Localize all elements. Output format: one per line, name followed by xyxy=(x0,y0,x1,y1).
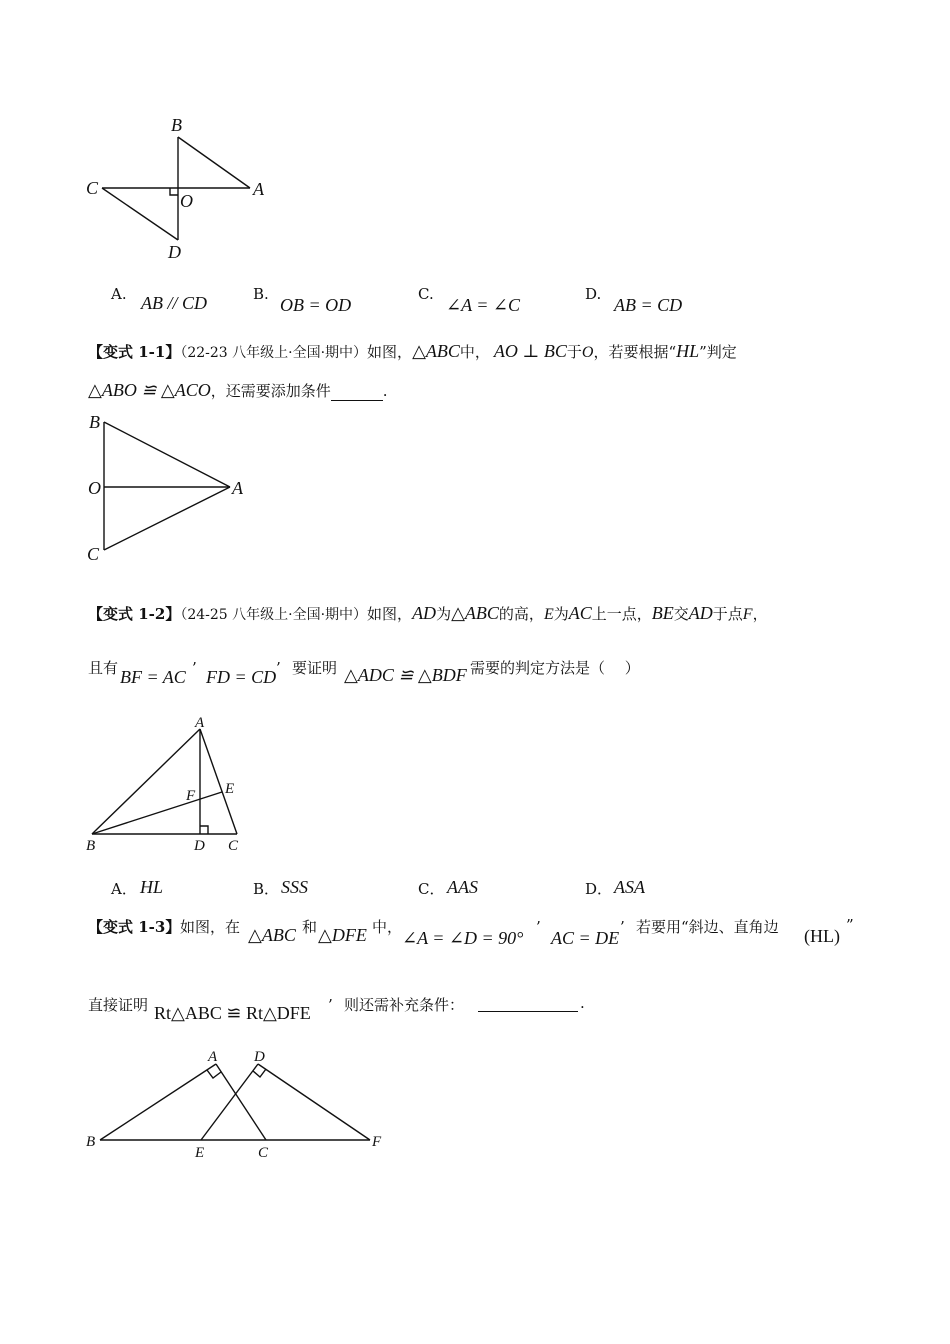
label-b: B xyxy=(86,1134,96,1150)
text: 的高， xyxy=(498,605,544,623)
answer-blank[interactable] xyxy=(331,381,383,401)
option-b-label: B. xyxy=(253,285,269,303)
right-angle-mark xyxy=(200,826,208,834)
math-ao-perp-bc: AO ⊥ BC xyxy=(493,341,567,361)
label-a: A xyxy=(208,1049,218,1065)
text: 和 xyxy=(302,918,318,936)
text: 则还需补充条件： xyxy=(344,996,465,1014)
math-tri-dfe: △DFE xyxy=(318,925,367,945)
option-c-value: ∠A = ∠C xyxy=(446,295,520,315)
figure-4-diagram xyxy=(80,1040,400,1165)
label-f: F xyxy=(372,1134,382,1150)
text: ’ xyxy=(192,659,197,677)
option-b-value: SSS xyxy=(281,877,308,897)
option-d-label: D． xyxy=(585,880,613,898)
label-o: O xyxy=(88,478,101,498)
text: 且有 xyxy=(88,659,119,677)
option-b-value: OB = OD xyxy=(280,295,352,315)
math-tri-abc: △ABC xyxy=(412,341,460,361)
text: . xyxy=(580,994,585,1012)
math-ac-eq-de: AC = DE xyxy=(551,928,620,948)
option-c-value: AAS xyxy=(447,877,478,897)
option-c-label: C． xyxy=(418,880,445,898)
math-point-o: O xyxy=(581,344,594,361)
math-ac: AC xyxy=(568,603,592,623)
option-a-label: A. xyxy=(111,285,127,303)
text: 交 xyxy=(673,605,689,623)
variant-1-3-tag: 【变式 1-3】 xyxy=(88,918,181,936)
text: 若要用“斜边、直角边 xyxy=(636,918,779,936)
segment-df xyxy=(258,1064,370,1140)
segment-de xyxy=(201,1064,258,1140)
option-a-value: AB // CD xyxy=(141,293,207,313)
segment-ca xyxy=(104,487,230,550)
segment-ba xyxy=(100,1064,216,1140)
option-d-value: AB = CD xyxy=(614,295,683,315)
variant-1-1-tag: 【变式 1-1】 xyxy=(88,343,181,361)
text: 如图， xyxy=(367,605,413,623)
text: 中， xyxy=(372,918,403,936)
math-tri-abc: △ABC xyxy=(451,603,499,623)
label-b: B xyxy=(89,412,100,432)
math-bf-eq-ac: BF = AC xyxy=(120,667,186,687)
label-c: C xyxy=(86,178,99,198)
text: 要证明 xyxy=(292,659,338,677)
math-be: BE xyxy=(651,603,674,623)
math-hl: HL xyxy=(676,341,700,361)
variant-1-2-source: （24-25 八年级上·全国·期中） xyxy=(180,607,368,623)
math-congruence: △ADC ≌ △BDF xyxy=(344,665,467,685)
text: ， xyxy=(752,605,768,623)
right-angle-mark-d xyxy=(253,1069,266,1077)
label-f: F xyxy=(186,788,196,804)
math-angles-eq-90: ∠A = ∠D = 90° xyxy=(402,928,524,948)
label-c: C xyxy=(228,838,239,854)
option-c-label: C. xyxy=(418,285,434,303)
segment-ab xyxy=(92,729,200,834)
math-e: E xyxy=(543,606,554,623)
segment-ba xyxy=(104,422,230,487)
label-a: A xyxy=(232,478,243,498)
option-d-label: D. xyxy=(585,285,602,303)
variant-1-1-source: （22-23 八年级上·全国·期中） xyxy=(180,345,368,361)
text: ” xyxy=(846,916,854,934)
option-a-value: HL xyxy=(140,877,164,897)
math-tri-abc: △ABC xyxy=(248,925,296,945)
text: ’ xyxy=(328,996,333,1014)
label-e: E xyxy=(225,781,235,797)
label-o: O xyxy=(180,191,193,211)
figure-2-diagram xyxy=(80,408,260,568)
label-e: E xyxy=(195,1145,205,1161)
text: 需要的判定方法是（ ） xyxy=(470,659,640,677)
math-congruence: △ABO ≌ △ACO xyxy=(88,380,211,400)
text: 如图， xyxy=(367,343,413,361)
text: ’ xyxy=(536,918,541,936)
text: 于 xyxy=(566,343,582,361)
label-d: D xyxy=(254,1049,265,1065)
variant-1-2-tag: 【变式 1-2】 xyxy=(88,605,181,623)
math-ad: AD xyxy=(412,603,437,623)
text: 为 xyxy=(436,605,452,623)
label-d: D xyxy=(168,242,181,262)
figure-3-diagram xyxy=(80,710,260,858)
text: 如图，在 xyxy=(180,918,241,936)
text: ，还需要添加条件 xyxy=(210,382,331,400)
math-hl: (HL) xyxy=(804,926,840,946)
math-f: F xyxy=(742,606,753,623)
label-a: A xyxy=(195,715,205,731)
answer-blank[interactable] xyxy=(478,994,578,1012)
text: . xyxy=(382,382,388,400)
segment-cd xyxy=(102,188,178,240)
right-angle-mark xyxy=(170,188,178,195)
math-rt-congruence: Rt△ABC ≌ Rt△DFE xyxy=(154,1003,311,1023)
label-c: C xyxy=(87,544,100,564)
text: ’ xyxy=(276,659,281,677)
segment-be xyxy=(92,792,222,834)
label-a: A xyxy=(253,179,264,199)
option-d-value: ASA xyxy=(614,877,645,897)
text: ，若要根据“ xyxy=(593,343,677,361)
text: 上一点， xyxy=(591,605,652,623)
math-ad: AD xyxy=(688,603,713,623)
option-a-label: A． xyxy=(111,880,137,898)
segment-ba xyxy=(178,137,250,188)
option-b-label: B． xyxy=(253,880,280,898)
label-b: B xyxy=(171,115,182,135)
text: ’ xyxy=(620,918,625,936)
text: 于点 xyxy=(712,605,743,623)
text: 中， xyxy=(459,343,490,361)
figure-1-diagram xyxy=(80,110,280,270)
label-c: C xyxy=(258,1145,269,1161)
label-b: B xyxy=(86,838,96,854)
label-d: D xyxy=(194,838,205,854)
right-angle-mark-a xyxy=(207,1070,221,1078)
text: 直接证明 xyxy=(88,996,149,1014)
text: 为 xyxy=(553,605,569,623)
text: ”判定 xyxy=(699,343,737,361)
math-fd-eq-cd: FD = CD xyxy=(206,667,277,687)
